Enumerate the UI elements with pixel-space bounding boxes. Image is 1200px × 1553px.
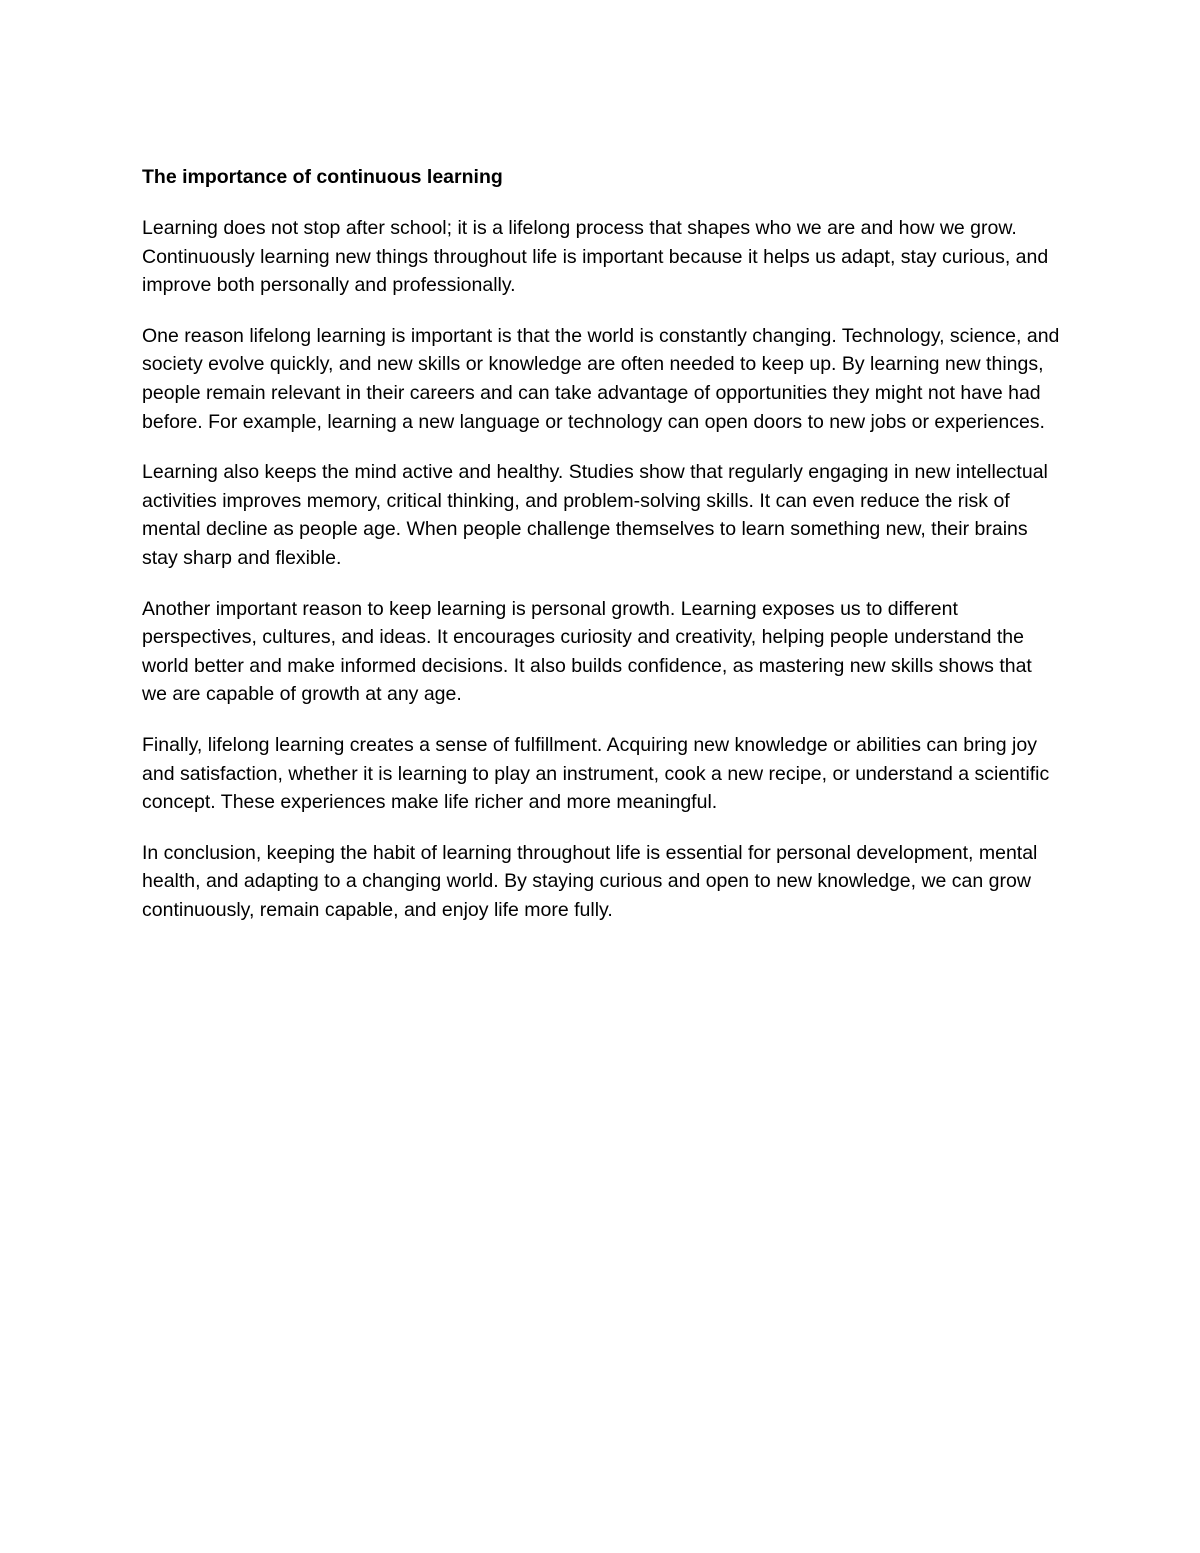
- paragraph-conclusion: In conclusion, keeping the habit of learning throughout life is essential for personal development, mental health, and adapting to a changing world. By staying curious and open to new knowledge, we can grow continuously, remain capable, and enjoy life more fully.: [142, 841, 1038, 921]
- paragraph-introduction: Learning does not stop after school; it is a lifelong process that shapes who we are and how we grow. Continuously learning new things throughout life is important because it helps us adapt, stay curious, and improve both personally and professionally.: [142, 217, 1049, 297]
- document-body: [142, 162, 1062, 946]
- paragraph-mind-health: Learning also keeps the mind active and healthy. Studies show that regularly engaging in new intellectual activities improves memory, critical thinking, and problem-solving skills. It can even reduce the risk of mental decline as people age. When people challenge themselves to learn something new, their brains stay sharp and flexible.: [142, 461, 1048, 569]
- paragraph-fulfillment: Finally, lifelong learning creates a sense of fulfillment. Acquiring new knowledge or abilities can bring joy and satisfaction, whether it is learning to play an instrument, cook a new recipe, or understand a scientific concept. These experiences make life richer and more meaningful.: [142, 733, 1050, 814]
- paragraph-personal-growth: Another important reason to keep learning is personal growth. Learning exposes us to different perspectives, cultures, and ideas. It encourages curiosity and creativity, helping people understand the world better and make informed decisions. It also builds confidence, as mastering new skills shows that we are capable of growth at any age.: [142, 597, 1032, 706]
- paragraph-changing-world: One reason lifelong learning is important is that the world is constantly changing. Technology, science, and society evolve quickly, and new skills or knowledge are often needed to keep up. By learning new things, people remain relevant in their careers and can take advantage of opportunities they might not have had before. For example, learning a new language or technology can open doors to new jobs or experiences.: [142, 324, 1060, 433]
- document-title: The importance of continuous learning: [142, 166, 503, 188]
